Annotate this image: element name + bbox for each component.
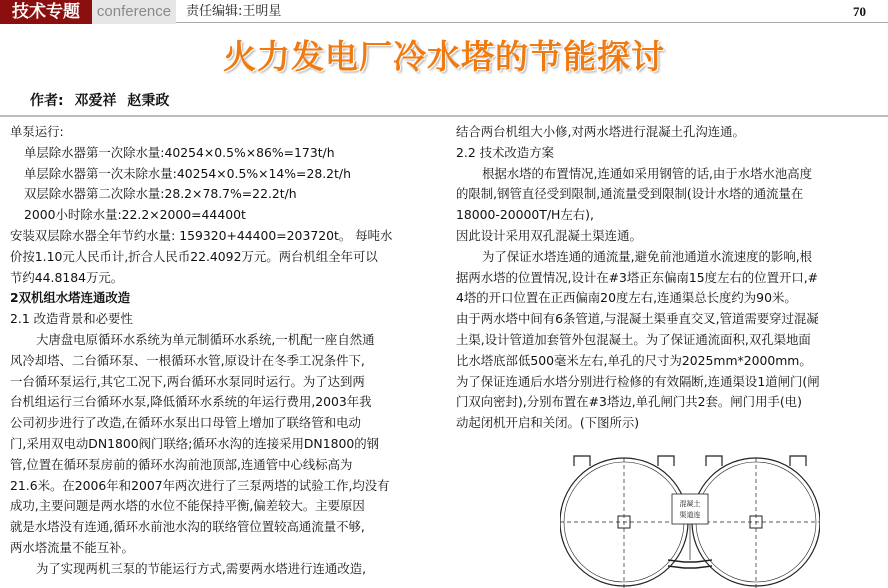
- text-line: 的限制,钢管直径受到限制,通流量受到限制(设计水塔的通流量在: [456, 186, 804, 202]
- text-line: 双层除水器第二次除水量:28.2×78.7%=22.2t/h: [24, 186, 297, 202]
- editor-credit: 责任编辑:王明星: [186, 4, 282, 19]
- conference-tag: conference: [92, 0, 176, 24]
- text-line: 台机组运行三台循环水泵,降低循环水系统的年运行费用,2003年我: [10, 394, 372, 410]
- text-line: 由于两水塔中间有6条管道,与混凝土渠垂直交叉,管道需要穿过混凝: [456, 311, 819, 327]
- left-column: [10, 122, 435, 580]
- text-line: 为了保证水塔连通的通流量,避免前池通道水流速度的影响,根: [482, 248, 813, 264]
- text-line: 门,采用双电动DN1800阀门联络;循环水沟的连接采用DN1800的钢: [10, 435, 380, 451]
- subsection-heading: 2.1 改造背景和必要性: [10, 311, 133, 327]
- text-line: 据两水塔的位置情况,设计在#3塔正东偏南15度左右的位置开口,#: [456, 269, 819, 285]
- text-line: 土渠,设计管道加套管外包混凝土。为了保证通流面积,双孔渠地面: [456, 331, 811, 347]
- header-divider: [176, 22, 888, 23]
- author-name: 邓爱祥: [74, 93, 117, 109]
- text-line: 为了实现两机三泵的节能运行方式,需要两水塔进行连通改造,: [36, 560, 367, 576]
- right-column: [456, 122, 884, 434]
- text-line: 一台循环泵运行,其它工况下,两台循环水泵同时运行。为了达到两: [10, 373, 365, 389]
- article-authors: [30, 92, 175, 110]
- author-name: 赵秉政: [127, 93, 170, 109]
- text-line: 比水塔底部低500毫米左右,单孔的尺寸为2025mm*2000mm。: [456, 352, 812, 368]
- text-line: 管,位置在循环泵房前的循环水沟前池顶部,连通管中心线标高为: [10, 456, 353, 472]
- text-line: 安装双层除水器全年节约水量: 159320+44400=203720t。 每吨水: [10, 227, 393, 243]
- authors-label: 作者:: [30, 93, 64, 109]
- channel-label-line1: 混凝土: [679, 500, 701, 508]
- text-line: 价按1.10元人民币计,折合人民币22.4092万元。两台机组全年可以: [10, 248, 378, 264]
- text-line: 为了保证连通后水塔分别进行检修的有效隔断,连通渠设1道闸门(闸: [456, 373, 820, 389]
- text-line: 单泵运行:: [10, 124, 64, 139]
- channel-label-line2: 渠道连: [679, 511, 701, 519]
- text-line: 门双向密封),分别布置在#3塔边,单孔闸门共2套。闸门用手(电): [456, 394, 802, 410]
- section-heading: 2双机组水塔连通改造: [10, 290, 131, 306]
- text-line: 动起闭机开启和关闭。(下图所示): [456, 415, 640, 431]
- text-line: 4塔的开口位置在正西偏南20度左右,连通渠总长度约为90米。: [456, 290, 797, 306]
- subsection-heading: 2.2 技术改造方案: [456, 144, 554, 160]
- text-line: 单层除水器第一次除水量:40254×0.5%×86%=173t/h: [24, 144, 335, 160]
- text-line: 单层除水器第一次未除水量:40254×0.5%×14%=28.2t/h: [24, 165, 351, 181]
- text-line: 风冷却塔、二台循环泵、一根循环水管,原设计在冬季工况条件下,: [10, 352, 365, 368]
- text-line: 节约44.8184万元。: [10, 269, 124, 285]
- text-line: 2000小时除水量:22.2×2000=44400t: [24, 207, 246, 223]
- channel-label-box: [672, 494, 708, 524]
- cooling-tower-connection-diagram: [560, 440, 820, 588]
- title-divider: [0, 115, 888, 117]
- text-line: 21.6米。在2006年和2007年两次进行了三泵两塔的试验工作,均没有: [10, 477, 390, 493]
- text-line: 两水塔流量不能互补。: [10, 539, 134, 555]
- text-line: 就是水塔没有连通,循环水前池水沟的联络管位置较高通流量不够,: [10, 519, 365, 535]
- text-line: 大唐盘电原循环水系统为单元制循环水系统,一机配一座自然通: [36, 331, 375, 347]
- text-line: 成功,主要问题是两水塔的水位不能保持平衡,偏差较大。主要原因: [10, 498, 365, 514]
- text-line: 结合两台机组大小修,对两水塔进行混凝土孔沟连通。: [456, 124, 745, 139]
- article-title: 火力发电厂冷水塔的节能探讨: [223, 37, 665, 76]
- text-line: 18000-20000T/H左右),: [456, 207, 594, 223]
- text-line: 根据水塔的布置情况,连通如采用钢管的话,由于水塔水池高度: [482, 165, 813, 181]
- text-line: 公司初步进行了改造,在循环水泵出口母管上增加了联络管和电动: [10, 415, 361, 431]
- section-brand: 技术专题: [0, 0, 92, 24]
- page-header: [0, 0, 888, 24]
- text-line: 因此设计采用双孔混凝土渠连通。: [456, 227, 642, 243]
- page-number: 70: [853, 4, 866, 19]
